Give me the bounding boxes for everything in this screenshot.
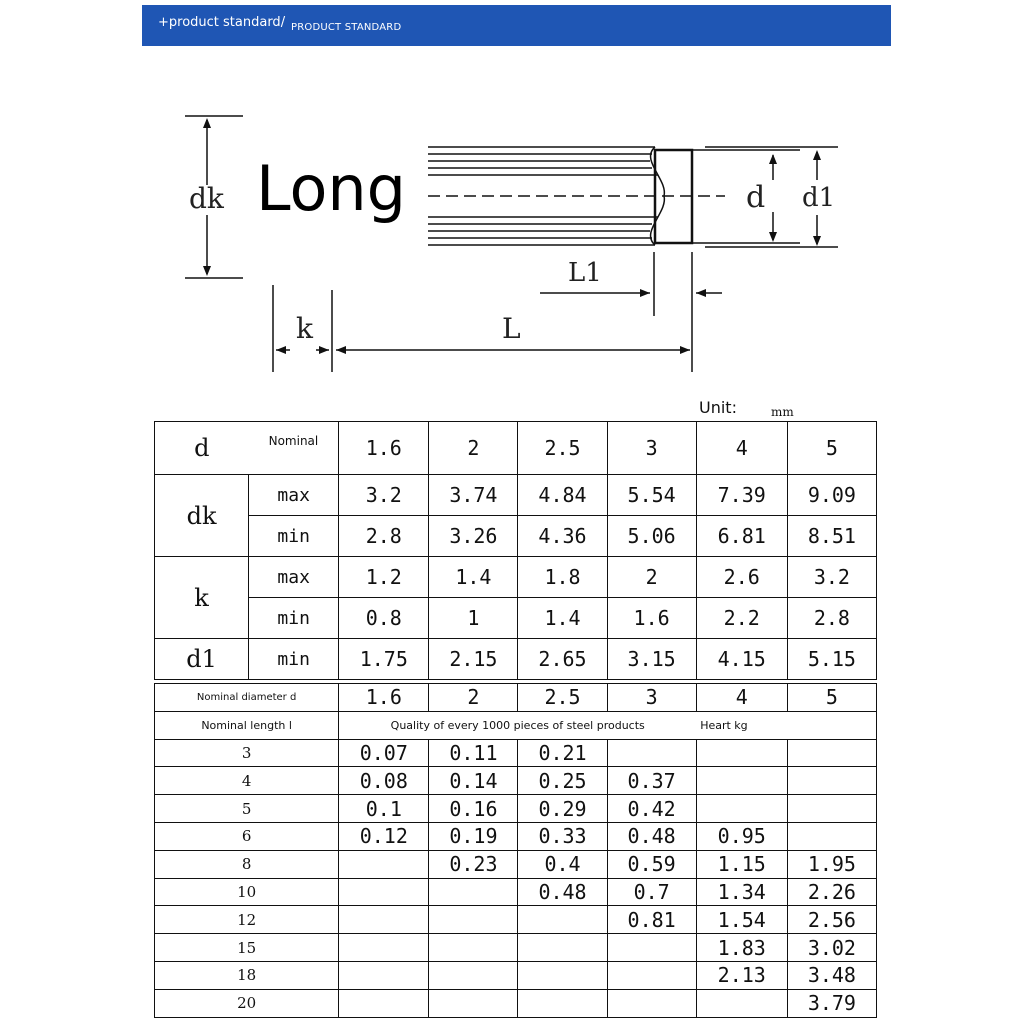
table-cell: 3.02: [787, 934, 876, 962]
diameter-label: Nominal diameter d: [155, 684, 339, 712]
table-cell: 1.6: [339, 422, 429, 475]
table-cell: 2.56: [787, 906, 876, 934]
table-cell: 1.6: [339, 684, 429, 712]
table-cell: 9.09: [787, 475, 876, 516]
table-cell: 0.8: [339, 598, 429, 639]
table-cell: 2.5: [518, 422, 607, 475]
table-cell: [696, 739, 787, 767]
table-cell: 0.16: [429, 795, 518, 823]
table-cell: [429, 989, 518, 1017]
table-cell: 3.79: [787, 989, 876, 1017]
table-cell: 4.36: [518, 516, 607, 557]
table-cell: 0.48: [518, 878, 607, 906]
length-cell: 3: [155, 739, 339, 767]
banner-title: +product standard/: [158, 15, 286, 30]
table-cell: 3.48: [787, 961, 876, 989]
length-cell: 6: [155, 822, 339, 850]
watermark-text: Long: [256, 152, 407, 225]
table-cell: 7.39: [696, 475, 787, 516]
table-row: [155, 934, 877, 962]
table-cell: 0.25: [518, 767, 607, 795]
table-cell: [607, 961, 696, 989]
unit-kg-label: Heart kg: [696, 711, 787, 739]
length-cell: 5: [155, 795, 339, 823]
table-cell: 0.59: [607, 850, 696, 878]
table-cell: [339, 989, 429, 1017]
table-cell: [339, 878, 429, 906]
table-cell: 5.15: [787, 639, 876, 680]
table-cell: 0.37: [607, 767, 696, 795]
table-cell: 0.33: [518, 822, 607, 850]
table-cell: [787, 822, 876, 850]
table-cell: [607, 934, 696, 962]
table-cell: 1: [429, 598, 518, 639]
table-cell: 2.8: [339, 516, 429, 557]
table-cell: 0.95: [696, 822, 787, 850]
table-cell: 0.1: [339, 795, 429, 823]
table-cell: 4: [696, 684, 787, 712]
sub-label: min: [249, 516, 339, 557]
unit-text: Unit:: [699, 398, 737, 417]
weight-table: [154, 683, 877, 1018]
length-cell: 4: [155, 767, 339, 795]
table-row: [155, 684, 877, 712]
table-cell: 2.6: [696, 557, 787, 598]
length-cell: 12: [155, 906, 339, 934]
table-cell: 2.15: [429, 639, 518, 680]
length-cell: 20: [155, 989, 339, 1017]
table-row: [155, 961, 877, 989]
table-row: [155, 516, 877, 557]
table-cell: 2.5: [518, 684, 607, 712]
unit-label: [699, 398, 794, 419]
table-cell: [607, 989, 696, 1017]
table-cell: 5: [787, 422, 876, 475]
row-head-k: k: [155, 557, 249, 639]
table-cell: 2: [429, 422, 518, 475]
table-cell: 1.54: [696, 906, 787, 934]
table-cell: 0.4: [518, 850, 607, 878]
table-row: [155, 906, 877, 934]
label-dk: dk: [189, 182, 224, 215]
table-cell: 3.2: [339, 475, 429, 516]
table-cell: 1.75: [339, 639, 429, 680]
table-cell: 5.54: [607, 475, 696, 516]
table-cell: 3.26: [429, 516, 518, 557]
length-label: Nominal length l: [155, 711, 339, 739]
table-cell: [696, 795, 787, 823]
table-cell: [429, 961, 518, 989]
table-cell: 1.15: [696, 850, 787, 878]
sub-label: max: [249, 557, 339, 598]
row-head-d1: d1: [155, 639, 249, 680]
table-row: [155, 422, 877, 475]
table-cell: 0.11: [429, 739, 518, 767]
table-cell: 3: [607, 422, 696, 475]
table-cell: 5: [787, 684, 876, 712]
table-cell: 1.2: [339, 557, 429, 598]
table-cell: [429, 934, 518, 962]
table-cell: 4.84: [518, 475, 607, 516]
table-cell: [429, 878, 518, 906]
table-cell: 6.81: [696, 516, 787, 557]
table-cell: [696, 767, 787, 795]
table-cell: 4: [696, 422, 787, 475]
table-cell: 1.83: [696, 934, 787, 962]
dimensions-table: [154, 421, 877, 680]
table-cell: 8.51: [787, 516, 876, 557]
label-l: L: [502, 312, 521, 345]
quality-label: Quality of every 1000 pieces of steel products: [339, 711, 696, 739]
table-cell: [518, 906, 607, 934]
table-cell: 0.81: [607, 906, 696, 934]
sub-label: max: [249, 475, 339, 516]
table-cell: 0.7: [607, 878, 696, 906]
table-cell: 4.15: [696, 639, 787, 680]
table-row: [155, 850, 877, 878]
unit-value: mm: [771, 405, 794, 419]
table-row: [155, 795, 877, 823]
table-cell: 2: [607, 557, 696, 598]
table-cell: [787, 739, 876, 767]
sub-label: min: [249, 598, 339, 639]
table-row: [155, 475, 877, 516]
table-cell: 1.95: [787, 850, 876, 878]
table-cell: 3: [607, 684, 696, 712]
table-cell: 1.8: [518, 557, 607, 598]
table-cell: 0.23: [429, 850, 518, 878]
table-cell: 2: [429, 684, 518, 712]
table-row: [155, 739, 877, 767]
table-cell: 2.13: [696, 961, 787, 989]
nominal-label: Nominal: [249, 422, 339, 475]
table-cell: [518, 934, 607, 962]
table-cell: 3.74: [429, 475, 518, 516]
table-cell: 2.8: [787, 598, 876, 639]
table-row: [155, 767, 877, 795]
table-cell: 0.07: [339, 739, 429, 767]
table-cell: [696, 989, 787, 1017]
banner-subtitle: PRODUCT STANDARD: [291, 22, 402, 33]
table-row: [155, 639, 877, 680]
table-cell: [607, 739, 696, 767]
table-cell: 0.19: [429, 822, 518, 850]
table-cell: 2.26: [787, 878, 876, 906]
table-cell: [429, 906, 518, 934]
table-cell: 0.29: [518, 795, 607, 823]
label-k: k: [296, 312, 313, 345]
table-cell: [787, 767, 876, 795]
table-cell: 1.4: [429, 557, 518, 598]
table-row: [155, 557, 877, 598]
table-cell: 1.6: [607, 598, 696, 639]
row-head-dk: dk: [155, 475, 249, 557]
table-cell: 1.34: [696, 878, 787, 906]
table-cell: 5.06: [607, 516, 696, 557]
table-cell: 0.21: [518, 739, 607, 767]
table-cell: [339, 934, 429, 962]
table-cell: [339, 850, 429, 878]
label-l1: L1: [568, 258, 602, 288]
table-cell: 0.14: [429, 767, 518, 795]
table-cell: [339, 961, 429, 989]
label-d: d: [746, 180, 766, 215]
table-cell: [518, 989, 607, 1017]
length-cell: 10: [155, 878, 339, 906]
table-cell: 0.08: [339, 767, 429, 795]
table-cell: [787, 711, 876, 739]
label-d1: d1: [802, 183, 836, 213]
table-cell: [787, 795, 876, 823]
table-cell: 1.4: [518, 598, 607, 639]
table-row: [155, 878, 877, 906]
row-head-d: d: [155, 422, 249, 475]
length-cell: 15: [155, 934, 339, 962]
table-cell: 3.2: [787, 557, 876, 598]
table-cell: 2.2: [696, 598, 787, 639]
table-cell: 3.15: [607, 639, 696, 680]
table-cell: 2.65: [518, 639, 607, 680]
table-row: [155, 598, 877, 639]
table-cell: 0.42: [607, 795, 696, 823]
table-cell: 0.12: [339, 822, 429, 850]
table-cell: [518, 961, 607, 989]
table-row: [155, 989, 877, 1017]
sub-label: min: [249, 639, 339, 680]
table-cell: 0.48: [607, 822, 696, 850]
table-row: [155, 711, 877, 739]
length-cell: 8: [155, 850, 339, 878]
table-cell: [339, 906, 429, 934]
table-row: [155, 822, 877, 850]
length-cell: 18: [155, 961, 339, 989]
